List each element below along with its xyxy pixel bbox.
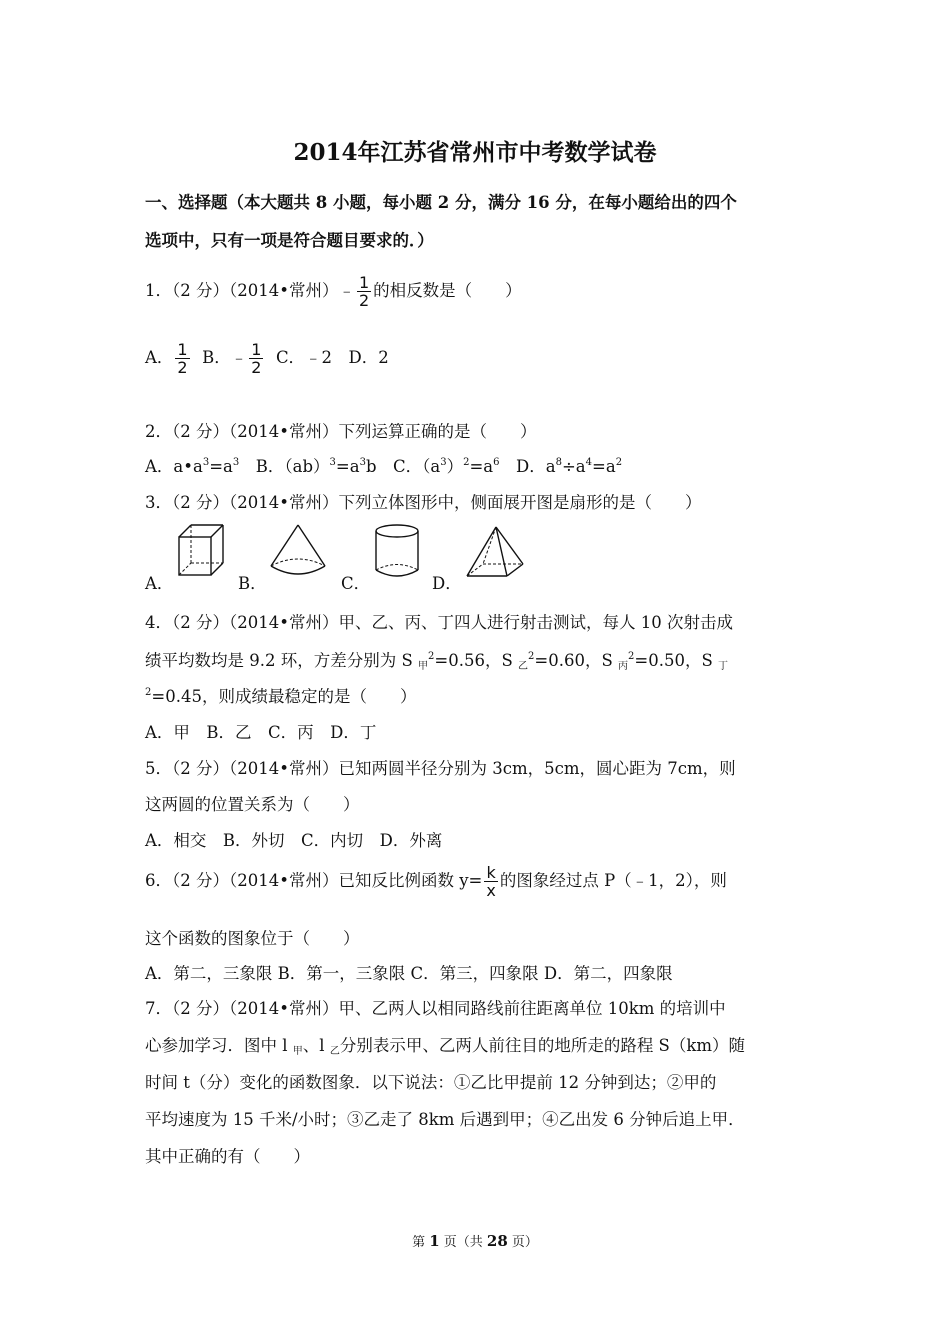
question-5-line1: 5．（2 分）（2014•常州）已知两圆半径分别为 3cm，5cm，圆心距为 7cm，则	[145, 759, 736, 778]
question-7-line3: 时间 t（分）变化的函数图象．以下说法：①乙比甲提前 12 分钟到达；②甲的	[145, 1073, 717, 1092]
q2-c-mid2: =a	[469, 457, 494, 476]
q7-sub2: 乙	[329, 1046, 340, 1057]
question-4-line2	[145, 647, 728, 672]
question-7-line5: 其中正确的有（ ）	[145, 1147, 310, 1166]
question-7-line2	[145, 1032, 745, 1057]
section-heading-line1: 一、选择题（本大题共 8 小题，每小题 2 分，满分 16 分，在每小题给出的四个	[145, 193, 737, 212]
q6-prefix: 6．（2 分）（2014•常州）已知反比例函数 y=	[145, 871, 483, 890]
q3-option-b-label: B．	[238, 574, 267, 593]
q6-suffix: 的图象经过点 P（﹣1，2），则	[499, 871, 727, 890]
q7-text-a: 心参加学习．图中 l	[145, 1036, 293, 1055]
question-7-line1: 7．（2 分）（2014•常州）甲、乙两人以相同路线前往距离单位 10km 的培训中	[145, 999, 726, 1018]
q4-text-d: =0.50，S	[634, 651, 719, 670]
q2-b-sup2: 3	[359, 457, 366, 468]
option-b-fraction	[249, 341, 263, 376]
option-a-fraction	[175, 341, 189, 376]
question-6-options: A．第二，三象限 B．第一，三象限 C．第三，四象限 D．第二，四象限	[145, 964, 673, 983]
fraction-denominator: 2	[177, 358, 188, 377]
question-5-line2: 这两圆的位置关系为（ ）	[145, 795, 360, 814]
q6-fraction	[484, 864, 497, 899]
q4-sup3: 2	[628, 651, 635, 662]
q7-text-b: 、l	[302, 1036, 330, 1055]
fraction-numerator: k	[484, 864, 497, 882]
question-4-line3	[145, 683, 416, 707]
question-1-suffix: 的相反数是（ ）	[373, 281, 522, 300]
fraction-numerator: 1	[358, 273, 370, 292]
q3-option-d-label: D．	[432, 574, 462, 593]
q2-d-mid: ÷a	[561, 457, 586, 476]
q4-text-a: 绩平均数均是 9.2 环，方差分别为 S	[145, 651, 419, 670]
question-4-options: A．甲 B．乙 C．丙 D．丁	[145, 723, 377, 742]
question-2-options	[145, 453, 622, 477]
q2-b-end: b C．（a	[365, 457, 441, 476]
fraction-denominator: 2	[358, 291, 370, 310]
q2-d-sup3: 2	[615, 457, 623, 468]
cube-figure	[176, 522, 226, 580]
fraction-denominator: x	[486, 881, 496, 900]
q2-d-sup2: 4	[585, 457, 593, 468]
question-1-fraction	[357, 274, 371, 309]
q3-option-c-label: C．	[341, 574, 371, 593]
q7-sub1: 甲	[292, 1046, 303, 1057]
q2-d-mid2: =a	[592, 457, 616, 476]
q4-sup2: 2	[528, 651, 535, 662]
option-b-label: B．﹣	[202, 348, 248, 367]
q3-option-a-label: A．	[145, 574, 174, 593]
question-2-stem: 2．（2 分）（2014•常州）下列运算正确的是（ ）	[145, 422, 537, 441]
cylinder-figure	[372, 522, 422, 582]
q4-text-c: =0.60，S	[534, 651, 619, 670]
q2-b-sup1: 3	[329, 457, 336, 468]
footer-pre: 第	[412, 1235, 430, 1250]
q4-sup1: 2	[428, 651, 435, 662]
q2-d-sup1: 8	[555, 457, 562, 468]
q2-d-text: D．a	[499, 457, 556, 476]
q2-c-sup3: 6	[493, 457, 500, 468]
q2-a-sup2: 3	[232, 457, 240, 468]
q4-text-b: =0.56，S	[434, 651, 519, 670]
q4-sub4: 丁	[718, 661, 729, 672]
question-1-options	[145, 341, 389, 376]
fraction-numerator: 1	[251, 340, 262, 359]
q2-c-sup1: 3	[440, 457, 447, 468]
option-a-label: A．	[145, 348, 174, 367]
q2-b-mid: =a	[335, 457, 360, 476]
q2-a-text: A．a•a	[145, 457, 203, 476]
fraction-denominator: 2	[251, 358, 262, 377]
q4-sub2: 乙	[518, 661, 529, 672]
cone-figure	[268, 522, 328, 582]
section-heading-line2: 选项中，只有一项是符合题目要求的．）	[145, 231, 434, 250]
pyramid-figure	[463, 524, 527, 580]
q2-b-text: B．（ab）	[239, 457, 330, 476]
question-1-stem	[145, 274, 522, 309]
q7-text-c: 分别表示甲、乙两人前往目的地所走的路程 S（km）随	[339, 1036, 746, 1055]
footer-mid: 页（共	[439, 1235, 487, 1250]
footer-total-pages: 28	[486, 1232, 508, 1250]
question-5-options: A．相交 B．外切 C．内切 D．外离	[145, 831, 443, 850]
footer-page-number: 1	[429, 1232, 440, 1250]
question-3-stem: 3．（2 分）（2014•常州）下列立体图形中，侧面展开图是扇形的是（ ）	[145, 493, 702, 512]
fraction-numerator: 1	[177, 340, 188, 359]
question-7-line4: 平均速度为 15 千米/小时；③乙走了 8km 后遇到甲；④乙出发 6 分钟后追上甲．	[145, 1110, 745, 1129]
q2-a-sup1: 3	[202, 457, 210, 468]
q4-line3-text: =0.45，则成绩最稳定的是（ ）	[151, 687, 417, 706]
question-6-line1	[145, 864, 727, 899]
q2-c-mid: ）	[446, 457, 464, 476]
page-title: 2014年江苏省常州市中考数学试卷	[293, 139, 657, 166]
q4-line3-sup: 2	[145, 687, 152, 698]
question-1-prefix: 1．（2 分）（2014•常州）﹣	[145, 281, 355, 300]
q4-sub3: 丙	[618, 661, 629, 672]
page-footer	[0, 1231, 950, 1250]
footer-post: 页）	[507, 1235, 538, 1250]
q4-sub1: 甲	[418, 661, 429, 672]
question-4-line1: 4．（2 分）（2014•常州）甲、乙、丙、丁四人进行射击测试，每人 10 次射击成	[145, 613, 733, 632]
options-c-d: C．﹣2 D．2	[275, 348, 389, 367]
q2-c-sup2: 2	[463, 457, 470, 468]
q2-a-mid: =a	[209, 457, 233, 476]
question-6-line2: 这个函数的图象位于（ ）	[145, 929, 360, 948]
